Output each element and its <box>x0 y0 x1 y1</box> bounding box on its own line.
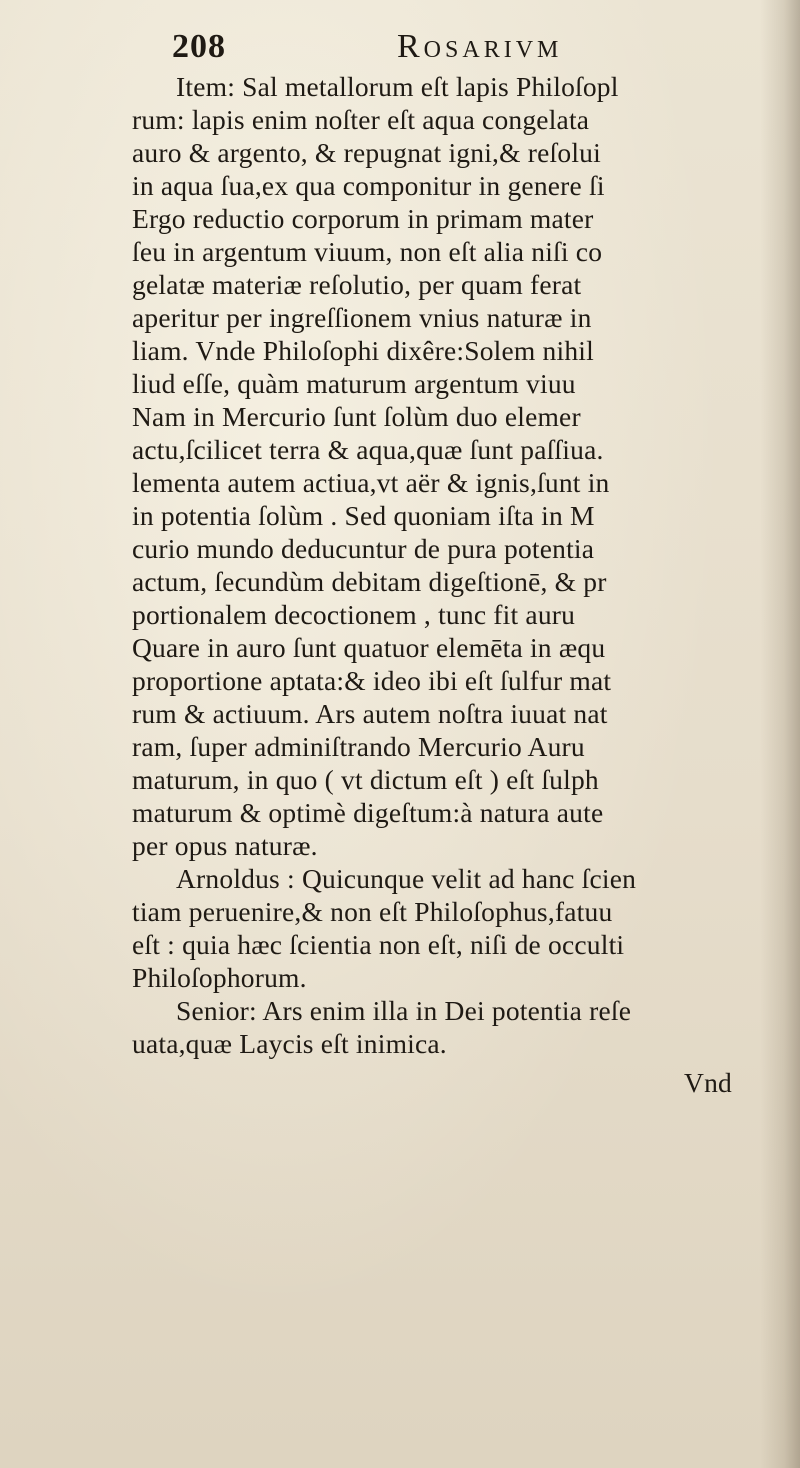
text-line: aperitur per ingreſſionem vnius naturæ in <box>132 302 592 333</box>
text-line: liud eſſe, quàm maturum argentum viuu <box>132 368 576 399</box>
text-line: rum: lapis enim noſter eſt aqua congelata <box>132 104 590 135</box>
page-number: 208 <box>172 28 226 65</box>
text-line: curio mundo deducuntur de pura potentia <box>132 533 595 564</box>
text-line: per opus naturæ. <box>132 830 318 861</box>
text-line: Nam in Mercurio ſunt ſolùm duo elemer <box>132 401 581 432</box>
text-line: ſeu in argentum viuum, non eſt alia niſi co <box>132 236 603 267</box>
text-line: liam. Vnde Philoſophi dixêre:Solem nihil <box>132 335 594 366</box>
text-line: in potentia ſolùm . Sed quoniam iſta in M <box>132 500 595 531</box>
text-line: Quare in auro ſunt quatuor elemēta in æqu <box>132 632 606 663</box>
running-title: Rosarivm <box>397 28 563 65</box>
text-block <box>132 70 772 1099</box>
text-line: lementa autem actiua,vt aër & ignis,ſunt in <box>132 467 610 498</box>
text-line: actu,ſcilicet terra & aqua,quæ ſunt paſſiua. <box>132 434 604 465</box>
text-line: in aqua ſua,ex qua componitur in genere ſi <box>132 170 605 201</box>
running-head <box>172 28 692 74</box>
text-line: rum & actiuum. Ars autem noſtra iuuat nat <box>132 698 608 729</box>
text-line: gelatæ materiæ reſolutio, per quam ferat <box>132 269 582 300</box>
text-line: portionalem decoctionem , tunc fit auru <box>132 599 576 630</box>
text-line: Item: Sal metallorum eſt lapis Philoſopl <box>176 71 619 102</box>
text-line: ram, ſuper adminiſtrando Mercurio Auru <box>132 731 585 762</box>
text-line: maturum, in quo ( vt dictum eſt ) eſt ſulph <box>132 764 599 795</box>
text-line: Philoſophorum. <box>132 962 307 993</box>
text-line: proportione aptata:& ideo ibi eſt ſulfur mat <box>132 665 612 696</box>
text-line: maturum & optimè digeſtum:à natura aute <box>132 797 604 828</box>
text-line: tiam peruenire,& non eſt Philoſophus,fatuu <box>132 896 613 927</box>
text-line: uata,quæ Laycis eſt inimica. <box>132 1028 447 1059</box>
text-line: auro & argento, & repugnat igni,& reſolui <box>132 137 601 168</box>
text-line: Arnoldus : Quicunque velit ad hanc ſcien <box>176 863 637 894</box>
catchword: Vnd <box>684 1067 732 1098</box>
text-line: eſt : quia hæc ſcientia non eſt, niſi de occulti <box>132 929 625 960</box>
text-line: Ergo reductio corporum in primam mater <box>132 203 594 234</box>
text-line: actum, ſecundùm debitam digeſtionē, & pr <box>132 566 607 597</box>
text-line: Senior: Ars enim illa in Dei potentia reſe <box>176 995 632 1026</box>
